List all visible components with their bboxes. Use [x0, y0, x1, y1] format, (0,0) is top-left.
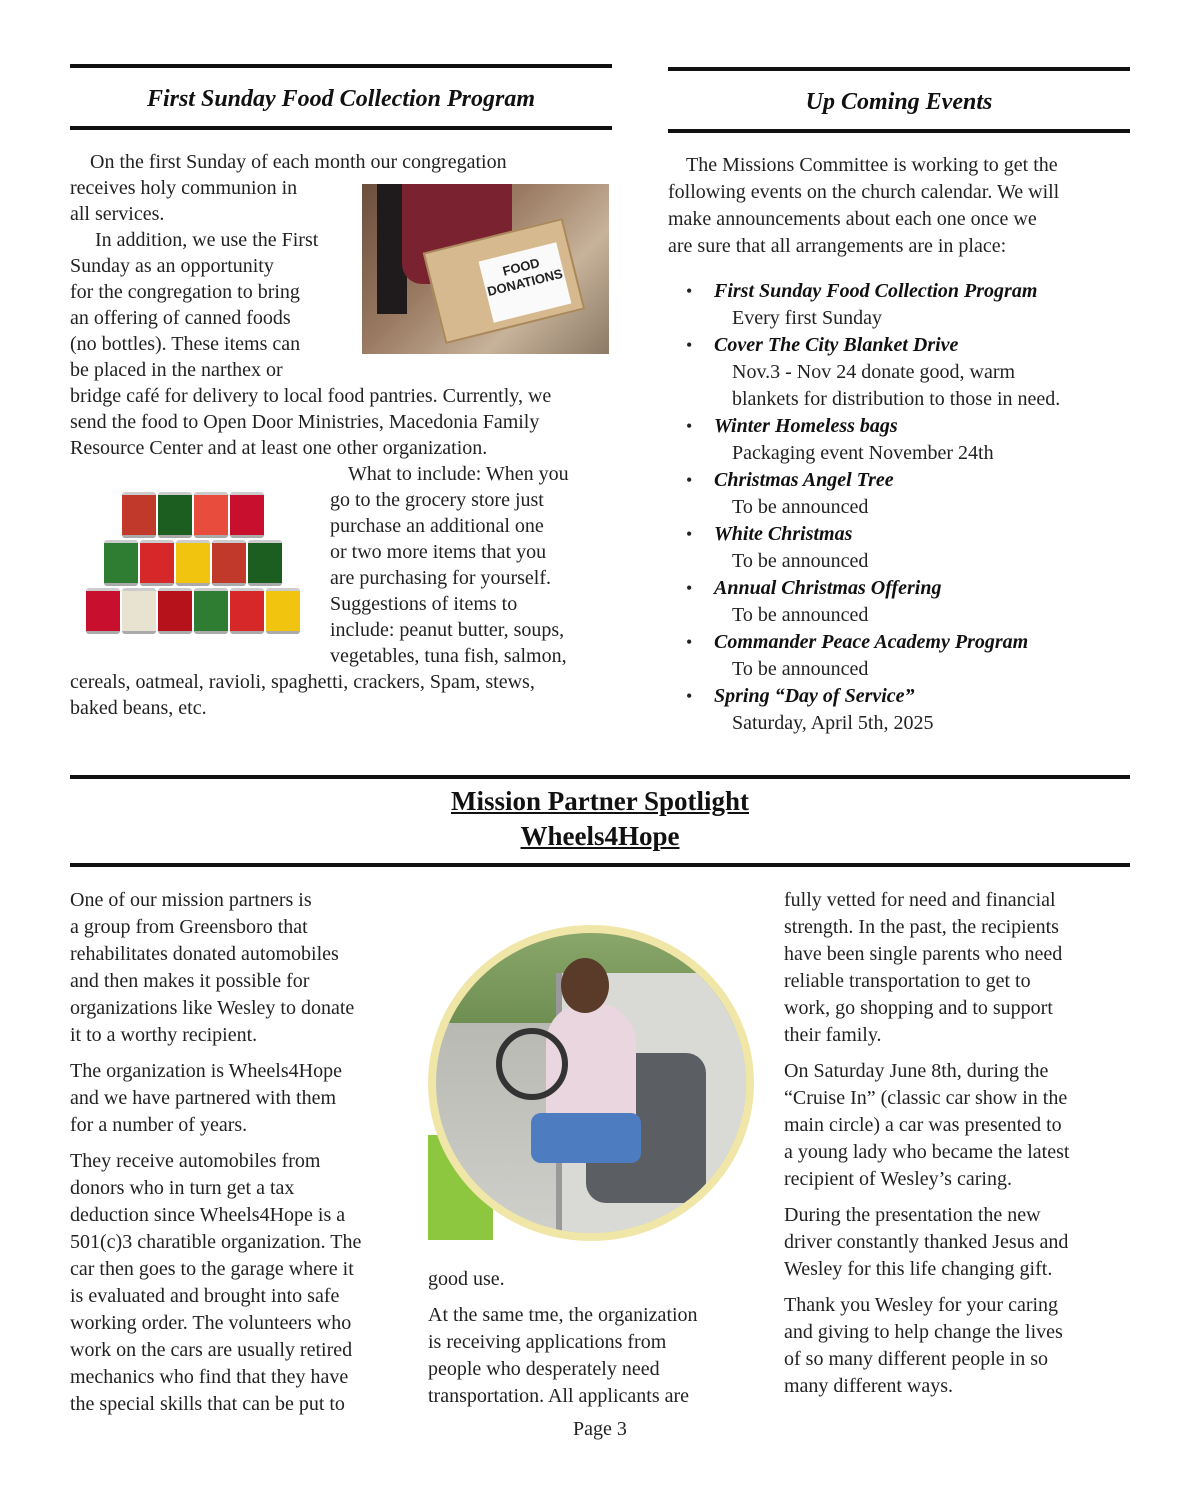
text-line: be placed in the narthex or: [70, 359, 283, 381]
events-list: [668, 278, 1138, 737]
text-line: include: peanut butter, soups,: [330, 619, 565, 641]
food-donations-label: FOOD DONATIONS: [479, 242, 572, 322]
text-line: During the presentation the new: [784, 1204, 1041, 1226]
bullet-icon: •: [686, 281, 693, 301]
text-line: transportation. All applicants are: [428, 1385, 690, 1407]
event-title: Winter Homeless bags: [714, 415, 898, 437]
text-line: and giving to help change the lives: [784, 1321, 1063, 1343]
can-icon: [230, 588, 264, 634]
text-line: a young lady who became the latest: [784, 1141, 1070, 1163]
text-line: have been single parents who need: [784, 943, 1063, 965]
text-line: One of our mission partners is: [70, 889, 312, 911]
event-detail: Every first Sunday: [732, 307, 882, 329]
text-line: Wesley for this life changing gift.: [784, 1258, 1053, 1280]
text-line: donors who in turn get a tax: [70, 1177, 295, 1199]
bullet-icon: •: [686, 686, 693, 706]
food-paragraph-3: [70, 383, 551, 461]
text-line: The organization is Wheels4Hope: [70, 1060, 342, 1082]
text-line: rehabilitates donated automobiles: [70, 943, 339, 965]
event-title: Commander Peace Academy Program: [714, 631, 1029, 653]
event-detail: To be announced: [732, 550, 869, 572]
text-line: make announcements about each one once we: [668, 208, 1037, 230]
recipient-car-photo: [428, 925, 758, 1245]
can-icon: [266, 588, 300, 634]
text-line: for the congregation to bring: [70, 281, 300, 303]
text-line: baked beans, etc.: [70, 697, 207, 719]
text-line: recipient of Wesley’s caring.: [784, 1168, 1012, 1190]
can-icon: [122, 588, 156, 634]
food-donations-photo: [362, 184, 609, 354]
food-paragraph-4: [330, 461, 569, 669]
event-title: White Christmas: [714, 523, 853, 545]
section-rule: [70, 863, 1130, 867]
text-line: vegetables, tuna fish, salmon,: [330, 645, 567, 667]
text-line: (no bottles). These items can: [70, 333, 301, 355]
food-paragraph-5: [70, 669, 535, 721]
events-intro: [668, 152, 1059, 260]
spotlight-right-p3: [784, 1202, 1068, 1283]
event-detail: Saturday, April 5th, 2025: [732, 712, 934, 734]
text-line: all services.: [70, 203, 165, 225]
event-detail: To be announced: [732, 496, 869, 518]
text-line: purchase an additional one: [330, 515, 544, 537]
event-detail: Packaging event November 24th: [732, 442, 994, 464]
text-line: deduction since Wheels4Hope is a: [70, 1204, 346, 1226]
text-line: are sure that all arrangements are in place:: [668, 235, 1007, 257]
text-line: an offering of canned foods: [70, 307, 291, 329]
section-rule: [668, 129, 1130, 133]
text-line: organizations like Wesley to donate: [70, 997, 355, 1019]
text-line: or two more items that you: [330, 541, 547, 563]
event-detail: Nov.3 - Nov 24 donate good, warm: [732, 361, 1016, 383]
event-item: [668, 413, 1138, 467]
text-line: On the first Sunday of each month our congregation: [90, 151, 507, 173]
text-line: Resource Center and at least one other organization.: [70, 437, 488, 459]
page-number: Page 3: [573, 1418, 627, 1440]
text-line: it to a worthy recipient.: [70, 1024, 258, 1046]
spotlight-right-p1: [784, 887, 1062, 1049]
event-item: [668, 629, 1138, 683]
events-title: Up Coming Events: [805, 89, 993, 115]
can-icon: [230, 492, 264, 538]
text-line: for a number of years.: [70, 1114, 248, 1136]
can-icon: [176, 540, 210, 586]
spotlight-title: Mission Partner Spotlight: [450, 786, 749, 816]
event-item: [668, 683, 1138, 737]
section-rule: [70, 126, 612, 130]
bullet-icon: •: [686, 632, 693, 652]
event-item: [668, 575, 1138, 629]
can-icon: [212, 540, 246, 586]
can-icon: [86, 588, 120, 634]
spotlight-subtitle: Wheels4Hope: [520, 821, 680, 851]
food-paragraph-2: [70, 227, 318, 383]
can-icon: [158, 588, 192, 634]
text-line: many different ways.: [784, 1375, 954, 1397]
text-line: What to include: When you: [348, 463, 569, 485]
event-title: Cover The City Blanket Drive: [714, 334, 959, 356]
can-icon: [194, 492, 228, 538]
text-line: “Cruise In” (classic car show in the: [784, 1087, 1068, 1109]
text-line: On Saturday June 8th, during the: [784, 1060, 1049, 1082]
section-rule: [668, 67, 1130, 71]
bullet-icon: •: [686, 416, 693, 436]
text-line: They receive automobiles from: [70, 1150, 321, 1172]
food-program-title: First Sunday Food Collection Program: [146, 86, 536, 112]
event-title: First Sunday Food Collection Program: [714, 280, 1038, 302]
text-line: is receiving applications from: [428, 1331, 667, 1353]
text-line: work on the cars are usually retired: [70, 1339, 353, 1361]
text-line: their family.: [784, 1024, 882, 1046]
text-line: of so many different people in so: [784, 1348, 1049, 1370]
event-title: Christmas Angel Tree: [714, 469, 894, 491]
bullet-icon: •: [686, 578, 693, 598]
event-detail: To be announced: [732, 658, 869, 680]
text-line: is evaluated and brought into safe: [70, 1285, 340, 1307]
text-line: fully vetted for need and financial: [784, 889, 1056, 911]
spotlight-right-p2: [784, 1058, 1069, 1193]
can-icon: [194, 588, 228, 634]
text-line: following events on the church calendar. We will: [668, 181, 1060, 203]
event-item: [668, 332, 1138, 413]
text-line: and then makes it possible for: [70, 970, 310, 992]
section-rule: [70, 64, 612, 68]
bullet-icon: •: [686, 524, 693, 544]
spotlight-left-p3: [70, 1148, 361, 1418]
bullet-icon: •: [686, 335, 693, 355]
text-line: go to the grocery store just: [330, 489, 544, 511]
text-line: send the food to Open Door Ministries, Macedonia Family: [70, 411, 540, 433]
canned-goods-photo: [78, 478, 312, 636]
text-line: work, go shopping and to support: [784, 997, 1053, 1019]
event-title: Annual Christmas Offering: [714, 577, 942, 599]
event-title: Spring “Day of Service”: [714, 685, 915, 707]
event-detail: blankets for distribution to those in need.: [732, 388, 1061, 410]
can-icon: [122, 492, 156, 538]
can-icon: [248, 540, 282, 586]
text-line: The Missions Committee is working to get the: [686, 154, 1058, 176]
text-line: 501(c)3 charatible organization. The: [70, 1231, 362, 1253]
text-line: the special skills that can be put to: [70, 1393, 345, 1415]
can-icon: [104, 540, 138, 586]
can-icon: [140, 540, 174, 586]
event-detail: To be announced: [732, 604, 869, 626]
section-rule: [70, 775, 1130, 779]
text-line: driver constantly thanked Jesus and: [784, 1231, 1069, 1253]
text-line: cereals, oatmeal, ravioli, spaghetti, crackers, Spam, stews,: [70, 671, 535, 693]
spotlight-mid-p2: [428, 1302, 698, 1410]
event-item: [668, 467, 1138, 521]
text-line: Thank you Wesley for your caring: [784, 1294, 1059, 1316]
event-item: [668, 521, 1138, 575]
text-line: Suggestions of items to: [330, 593, 518, 615]
text-line: In addition, we use the First: [95, 229, 319, 251]
text-line: strength. In the past, the recipients: [784, 916, 1059, 938]
text-line: At the same tme, the organization: [428, 1304, 698, 1326]
text-line: main circle) a car was presented to: [784, 1114, 1062, 1136]
text-line: car then goes to the garage where it: [70, 1258, 354, 1280]
spotlight-left-p1: [70, 887, 354, 1049]
text-line: Sunday as an opportunity: [70, 255, 274, 277]
text-line: mechanics who find that they have: [70, 1366, 349, 1388]
text-line: are purchasing for yourself.: [330, 567, 552, 589]
text-line: people who desperately need: [428, 1358, 660, 1380]
text-line: good use.: [428, 1268, 505, 1290]
text-line: bridge café for delivery to local food pantries. Currently, we: [70, 385, 552, 407]
text-line: and we have partnered with them: [70, 1087, 337, 1109]
text-line: working order. The volunteers who: [70, 1312, 352, 1334]
spotlight-mid-p1: [428, 1266, 505, 1293]
event-item: [668, 278, 1138, 332]
text-line: a group from Greensboro that: [70, 916, 308, 938]
spotlight-left-p2: [70, 1058, 342, 1139]
spotlight-right-p4: [784, 1292, 1063, 1400]
text-line: receives holy communion in: [70, 177, 298, 199]
text-line: reliable transportation to get to: [784, 970, 1031, 992]
can-icon: [158, 492, 192, 538]
bullet-icon: •: [686, 470, 693, 490]
